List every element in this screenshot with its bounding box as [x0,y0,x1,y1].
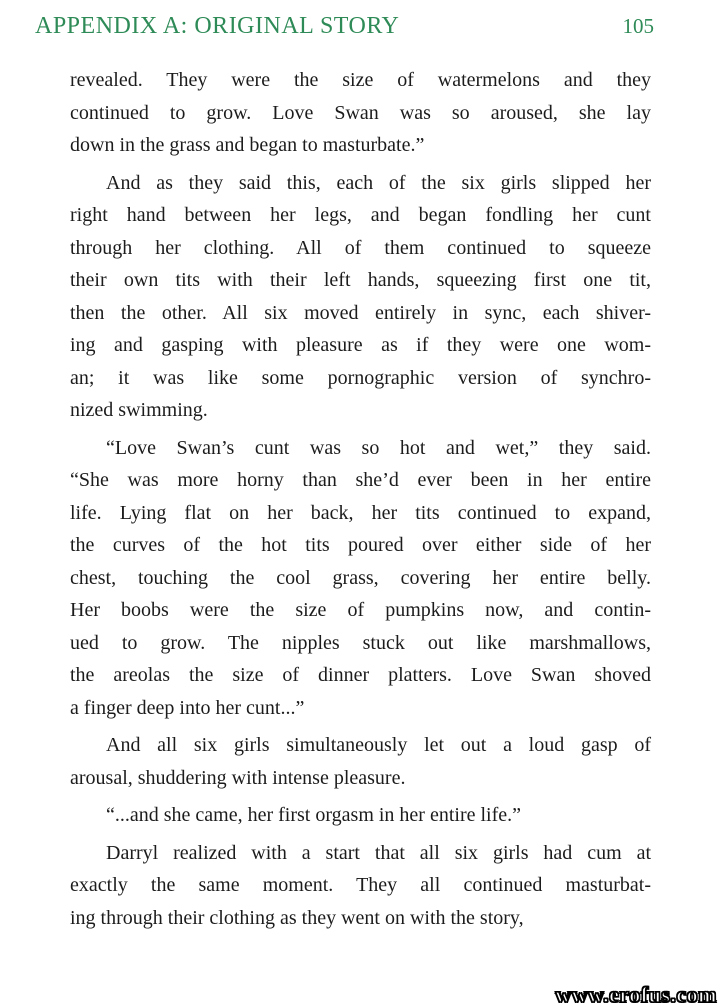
text-line: revealed. They were the size of watermelons and they [70,69,651,91]
text-line: the curves of the hot tits poured over either side of her [70,534,651,556]
paragraph [70,729,651,794]
text-line: ued to grow. The nipples stuck out like marshmallows, [70,631,651,654]
text-line: exactly the same moment. They all continued masturbat- [70,874,651,896]
text-line: their own tits with their left hands, squeezing first one tit, [70,269,651,291]
text-line: Darryl realized with a start that all six girls had cum at [106,841,651,864]
paragraph [70,837,651,935]
paragraph [70,432,651,725]
text-line: continued to grow. Love Swan was so aroused, she lay [70,101,651,124]
text-line: an; it was like some pornographic version of synchro- [70,366,651,389]
text-line: a finger deep into her cunt...” [70,696,305,719]
text-line: “Love Swan’s cunt was so hot and wet,” they said. [106,436,651,459]
text-line: Her boobs were the size of pumpkins now, and contin- [70,599,651,621]
text-line: down in the grass and began to masturbate.” [70,134,425,156]
running-header-title: APPENDIX A: ORIGINAL STORY [35,13,400,39]
text-line: ing through their clothing as they went on with the story, [70,906,524,929]
paragraph [70,64,651,162]
paragraph [70,799,651,832]
text-line: right hand between her legs, and began fondling her cunt [70,204,651,226]
text-line: through her clothing. All of them continued to squeeze [70,236,651,259]
text-line: And as they said this, each of the six girls slipped her [106,171,651,194]
text-line: ing and gasping with pleasure as if they were one wom- [70,334,651,356]
text-line: chest, touching the cool grass, covering her entire belly. [70,566,651,589]
text-line: the areolas the size of dinner platters. Love Swan shoved [70,664,651,686]
text-line: “She was more horny than she’d ever been in her entire [70,469,651,491]
watermark-url: www.erofus.com [555,982,717,1007]
text-line: “...and she came, her first orgasm in her entire life.” [106,804,522,826]
paragraph [70,167,651,427]
text-line: then the other. All six moved entirely in sync, each shiver- [70,301,651,324]
body-text [70,64,651,939]
text-line: life. Lying flat on her back, her tits continued to expand, [70,501,651,524]
text-line: And all six girls simultaneously let out a loud gasp of [106,734,651,756]
text-line: nized swimming. [70,399,208,421]
text-line: arousal, shuddering with intense pleasure. [70,766,406,789]
page-number: 105 [622,14,654,38]
